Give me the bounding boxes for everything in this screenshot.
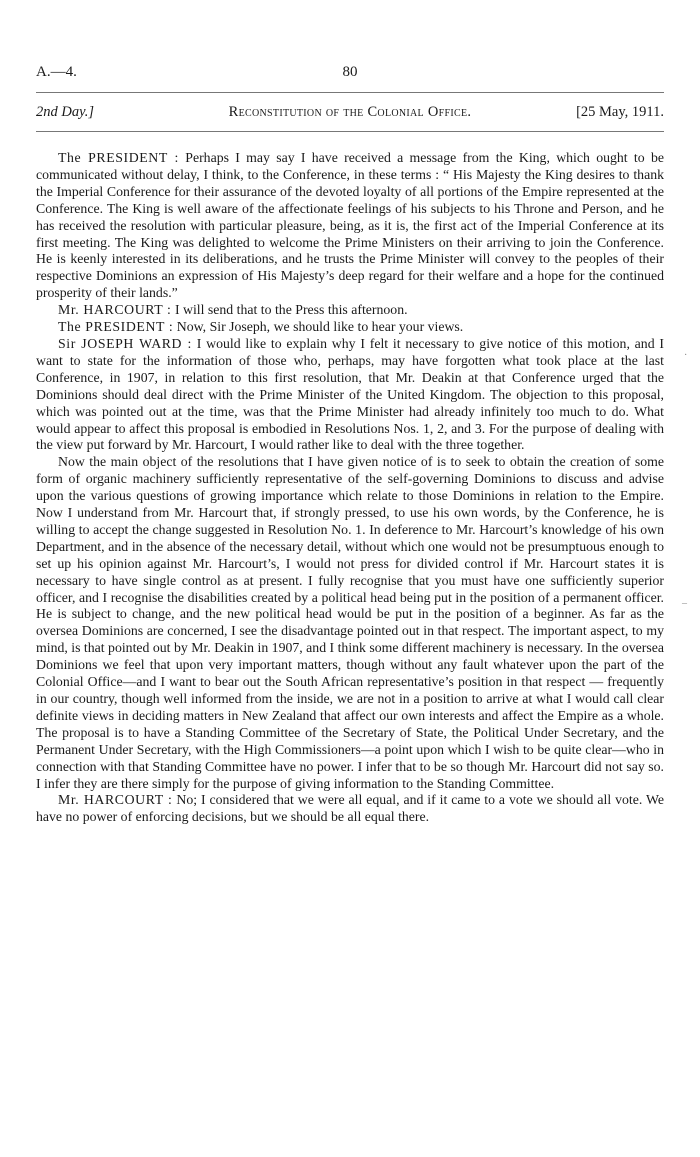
speaker-name: The PRESIDENT :: [58, 150, 179, 165]
paragraph-text: No; I considered that we were all equal, and if it came to a vote we should all vote. We have no power of enforcing decisions, but we should be all equal there.: [36, 792, 664, 825]
speaker-name: Mr. HARCOURT :: [58, 302, 172, 318]
transcript-body: [36, 150, 664, 826]
paragraph: [36, 792, 664, 826]
section-header: [36, 104, 664, 126]
section-title: Reconstitution of the Colonial Office.: [228, 104, 472, 120]
paragraph: [36, 302, 664, 319]
page-number: 80: [342, 64, 358, 80]
header-rule-bottom: [36, 131, 664, 132]
paragraph: [36, 319, 664, 336]
paragraph-text: Now the main object of the resolutions that I have given notice of is to seek to obtain the creation of some form of organic machinery sufficiently representative of the self-governing Dominions to discuss and advise upon the various questions of growing importance which relate to those Dominions in relation to the Empire. Now I understand from Mr. Harcourt that, if strongly pressed, to use his own words, by the Conference, he is willing to accept the change suggested in Resolution No. 1. In deference to Mr. Harcourt’s knowledge of his own Department, and in the absence of the necessary detail, without which one would not be presumptuous enough to set up his opinion against Mr. Harcourt’s, I would not press for divided control if Mr. Harcourt states it is necessary to have single control as at present. I fully recognise that you must have one sufficiently superior officer, and I recognise the disabilities created by a political head being put in the position of a permanent officer. He is subject to change, and the new political head would be put in the position of a beginner. As far as the oversea Dominions are concerned, I see the disadvantage pointed out in that respect. The important aspect, to my mind, is that pointed out by Mr. Deakin in 1907, and I think some different machinery is necessary. In the oversea Dominions we feel that upon very important matters, though without any fault whatever upon the part of the Colonial Office—and I want to bear out the South African representative’s position in that respect — frequently in our country, though well informed from the inside, we are not in a position to arrive at what I would call clear definite views in deciding matters in New Zealand that affect our own interests and affect the Empire as a whole. The proposal is to have a Standing Committee of the Secretary of State, the Political Under Secretary, and the Permanent Under Secretary, with the High Commissioners—a point upon which I wish to be quite clear—who in connection with that Standing Committee have no power. I infer that to be so though Mr. Harcourt did not say so. I infer they are there simply for the purpose of giving information to the Standing Committee.: [36, 454, 664, 791]
speaker-name: The PRESIDENT :: [58, 319, 174, 335]
day-label: 2nd Day.]: [36, 104, 94, 120]
margin-dash: –: [682, 598, 687, 609]
speaker-name: Sir JOSEPH WARD :: [58, 335, 192, 351]
paragraph-text: I will send that to the Press this afternoon.: [171, 302, 408, 318]
header-rule-top: [36, 92, 664, 93]
paper-number: A.—4.: [36, 64, 77, 80]
margin-speck: ·: [684, 350, 688, 361]
running-head: [36, 64, 664, 84]
paragraph-text: I would like to explain why I felt it necessary to give notice of this motion, and I want to state for the information of those who, perhaps, may have forgotten what took place at the last Conference, in 1907, in relation to this first resolution, that Mr. Deakin at that Conference urged that the Dominions should deal direct with the Prime Minister of the United Kingdom. The objection to this proposal, which was pointed out at the time, was that the Prime Minister had already infinitely too much to do. What would appear to affect this proposal is embodied in Resolutions Nos. 1, 2, and 3. For the purpose of dealing with the view put forward by Mr. Harcourt, I would rather like to deal with the three together.: [36, 335, 664, 453]
session-date: [25 May, 1911.: [576, 104, 664, 120]
paragraph: [36, 150, 664, 302]
paragraph: [36, 336, 664, 454]
paragraph-text: Now, Sir Joseph, we should like to hear your views.: [173, 319, 464, 335]
speaker-name: Mr. HARCOURT :: [58, 792, 173, 808]
paragraph: [36, 454, 664, 792]
paragraph-text: Perhaps I may say I have received a message from the King, which ought to be communicated without delay, I think, to the Conference, in these terms : “ His Majesty the King desires to thank the Imperial Conference for their assurance of the devoted loyalty of all portions of the Empire represented at the Conference. The King is well aware of the affectionate feelings of his subjects to his Throne and Person, and he has received the resolution with particular pleasure, being, as it is, the first act of the Imperial Conference at its first meeting. The King was delighted to welcome the Prime Ministers on their arriving to join the Conference. He is keenly interested in its deliberations, and he trusts the Prime Minister will convey to the peoples of their respective Dominions an expression of His Majesty’s deep regard for their welfare and a hope for the continued prosperity of their lands.”: [36, 150, 664, 301]
